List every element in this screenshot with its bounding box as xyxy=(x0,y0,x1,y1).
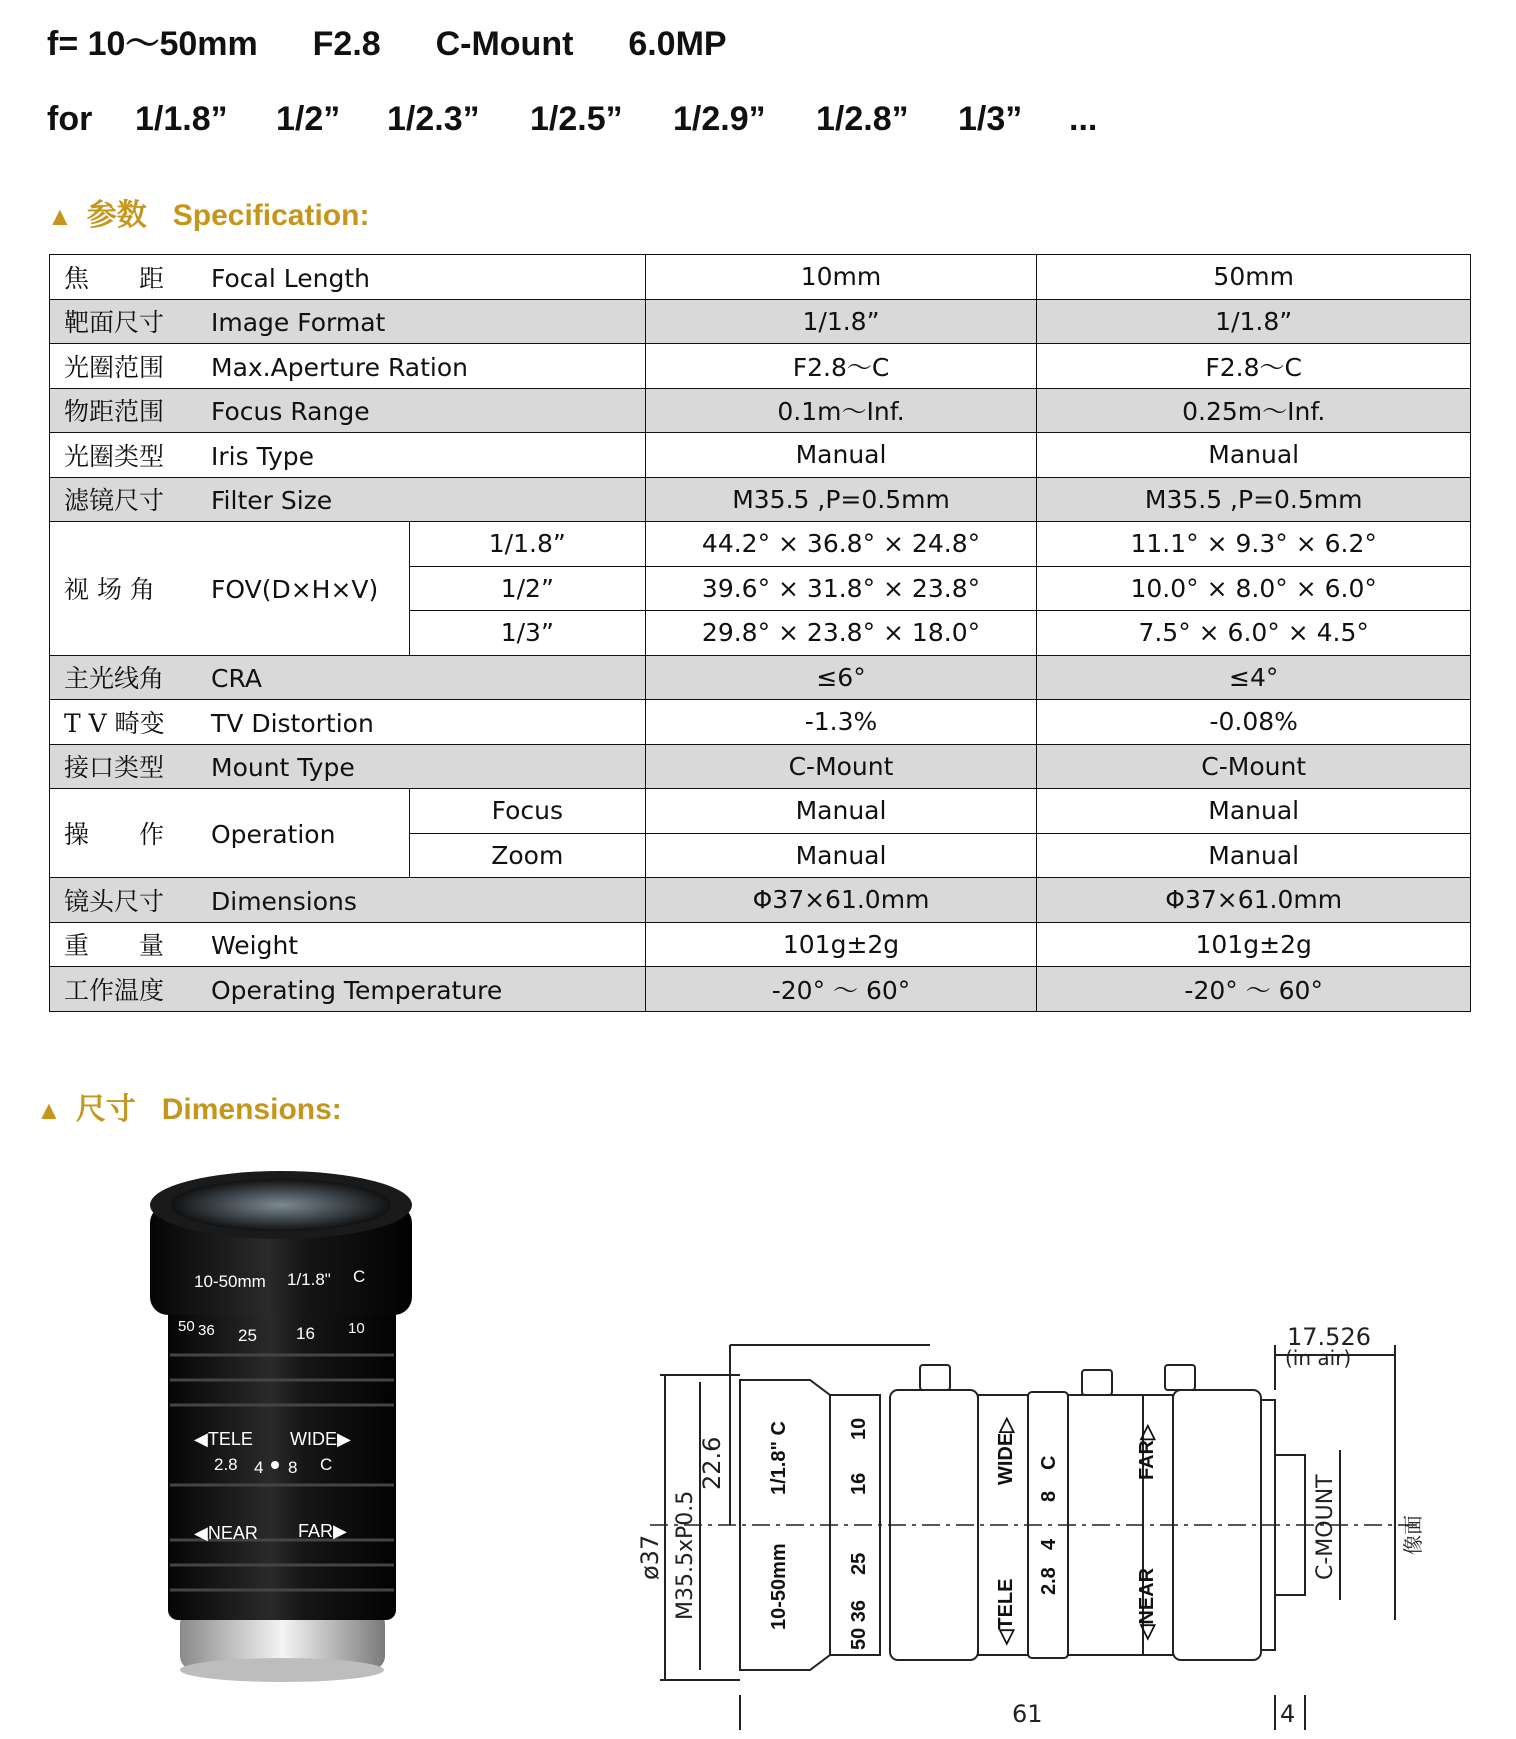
value-10mm: 1/1.8” xyxy=(645,299,1037,344)
photo-zoom-50: 50 xyxy=(178,1318,195,1335)
table-row xyxy=(50,878,1471,923)
dim-section-heading xyxy=(36,1084,342,1128)
headline-mount: C-Mount xyxy=(435,25,574,63)
value-50mm: 11.1° × 9.3° × 6.2° xyxy=(1037,522,1471,567)
value-10mm: F2.8～C xyxy=(645,344,1037,389)
drawing-dim-top-note: (in air) xyxy=(1285,1346,1352,1370)
drawing-iris-28: 2.8 xyxy=(1038,1567,1060,1595)
photo-zoom-25: 25 xyxy=(238,1326,257,1345)
front-glass-shape xyxy=(171,1179,391,1231)
format-item: 1/2.5” xyxy=(530,100,623,138)
value-50mm: Manual xyxy=(1037,789,1471,834)
fov-size: 1/2” xyxy=(409,566,645,611)
drawing-zoom-5036: 50 36 xyxy=(848,1599,870,1650)
table-row xyxy=(50,477,1471,522)
row-label: 操 作 Operation xyxy=(50,789,410,878)
table-row xyxy=(50,255,1471,300)
value-10mm: 39.6° × 31.8° × 23.8° xyxy=(645,566,1037,611)
value-10mm: C-Mount xyxy=(645,744,1037,789)
value-50mm: -0.08% xyxy=(1037,700,1471,745)
row-label: 接口类型 Mount Type xyxy=(50,744,646,789)
fov-size: 1/3” xyxy=(409,611,645,656)
drawing-zoom-16: 16 xyxy=(848,1472,870,1495)
value-50mm: 0.25m～Inf. xyxy=(1037,388,1471,433)
drawing-zoom-25: 25 xyxy=(848,1552,870,1575)
row-label: 视 场 角 FOV(D×H×V) xyxy=(50,522,410,656)
drawing-near: ◁NEAR xyxy=(1136,1567,1158,1640)
photo-c: C xyxy=(353,1267,366,1286)
photo-format: 1/1.8" xyxy=(287,1270,331,1289)
formats-for: for xyxy=(47,100,93,138)
value-50mm: Φ37×61.0mm xyxy=(1037,878,1471,923)
photo-zoom-16: 16 xyxy=(296,1324,315,1343)
row-label: 靶面尺寸 Image Format xyxy=(50,299,646,344)
photo-model: 10-50mm xyxy=(194,1272,266,1291)
photo-far: FAR▶ xyxy=(298,1521,347,1541)
drawing-dim-top: 17.526 xyxy=(1287,1323,1371,1351)
drawing-iris-c: C xyxy=(1038,1455,1060,1470)
table-row xyxy=(50,655,1471,700)
value-50mm: 50mm xyxy=(1037,255,1471,300)
drawing-dim-4: 4 xyxy=(1280,1700,1296,1728)
table-row xyxy=(50,433,1471,478)
value-50mm: Manual xyxy=(1037,433,1471,478)
table-row xyxy=(50,967,1471,1012)
headline-aperture: F2.8 xyxy=(312,25,381,63)
value-10mm: ≤6° xyxy=(645,655,1037,700)
spec-table xyxy=(49,254,1471,1012)
fov-size: 1/1.8” xyxy=(409,522,645,567)
drawing-dim-thread: M35.5xP0.5 xyxy=(673,1490,698,1620)
format-item: 1/3” xyxy=(958,100,1023,138)
table-row xyxy=(50,700,1471,745)
lens-technical-drawing xyxy=(620,1150,1490,1730)
triangle-icon: ▲ xyxy=(36,1095,62,1125)
lens-barrel-shape xyxy=(168,1305,396,1620)
photo-tele: ◀TELE xyxy=(194,1429,253,1449)
row-label: 工作温度 Operating Temperature xyxy=(50,967,646,1012)
row-label: 镜头尺寸 Dimensions xyxy=(50,878,646,923)
value-10mm: -20° ～ 60° xyxy=(645,967,1037,1012)
table-row xyxy=(50,922,1471,967)
photo-zoom-36: 36 xyxy=(198,1322,215,1339)
value-50mm: 7.5° × 6.0° × 4.5° xyxy=(1037,611,1471,656)
value-10mm: 10mm xyxy=(645,255,1037,300)
operation-sub: Zoom xyxy=(409,833,645,878)
headline-specs xyxy=(47,16,727,65)
photo-iris-c: C xyxy=(320,1455,333,1474)
table-row xyxy=(50,299,1471,344)
photo-near: ◀NEAR xyxy=(194,1523,258,1543)
row-label: 光圈类型 Iris Type xyxy=(50,433,646,478)
headline-focal: f= 10～50mm xyxy=(47,25,258,63)
value-10mm: Manual xyxy=(645,833,1037,878)
drawing-tele: ◁TELE xyxy=(995,1578,1017,1645)
drawing-mount-label: C-MOUNT xyxy=(1313,1474,1338,1580)
drawing-image-plane: 像面 xyxy=(1401,1515,1425,1555)
spec-section-en: Specification: xyxy=(172,199,370,232)
row-label: T V 畸变 TV Distortion xyxy=(50,700,646,745)
value-10mm: 0.1m～Inf. xyxy=(645,388,1037,433)
row-label: 物距范围 Focus Range xyxy=(50,388,646,433)
headline-resolution: 6.0MP xyxy=(628,25,727,63)
drawing-barrel-format: 1/1.8" C xyxy=(768,1421,790,1495)
table-row xyxy=(50,344,1471,389)
format-item: 1/2.9” xyxy=(673,100,766,138)
value-10mm: Manual xyxy=(645,433,1037,478)
format-ellipsis: ... xyxy=(1069,100,1098,138)
dim-section-en: Dimensions: xyxy=(161,1093,342,1126)
drawing-dim-22-6: 22.6 xyxy=(698,1436,726,1490)
value-50mm: ≤4° xyxy=(1037,655,1471,700)
photo-iris-4: 4 xyxy=(254,1458,264,1477)
value-10mm: Manual xyxy=(645,789,1037,834)
operation-sub: Focus xyxy=(409,789,645,834)
drawing-wide: WIDE▷ xyxy=(995,1417,1017,1485)
value-50mm: 10.0° × 8.0° × 6.0° xyxy=(1037,566,1471,611)
photo-iris-8: 8 xyxy=(288,1458,298,1477)
table-row xyxy=(50,744,1471,789)
value-10mm: 29.8° × 23.8° × 18.0° xyxy=(645,611,1037,656)
value-50mm: Manual xyxy=(1037,833,1471,878)
row-label: 焦 距 Focal Length xyxy=(50,255,646,300)
drawing-iris-8: 8 xyxy=(1038,1490,1060,1502)
value-50mm: F2.8～C xyxy=(1037,344,1471,389)
format-item: 1/2” xyxy=(276,100,341,138)
value-10mm: -1.3% xyxy=(645,700,1037,745)
table-row xyxy=(50,388,1471,433)
row-label: 主光线角 CRA xyxy=(50,655,646,700)
row-label: 滤镜尺寸 Filter Size xyxy=(50,477,646,522)
value-50mm: C-Mount xyxy=(1037,744,1471,789)
drawing-dim-61: 61 xyxy=(1012,1700,1043,1728)
value-50mm: -20° ～ 60° xyxy=(1037,967,1471,1012)
format-item: 1/1.8” xyxy=(135,100,228,138)
spec-section-cn: 参数 xyxy=(86,199,147,232)
value-10mm: M35.5 ,P=0.5mm xyxy=(645,477,1037,522)
photo-zoom-10: 10 xyxy=(348,1320,365,1337)
drawing-barrel-model: 10-50mm xyxy=(768,1543,790,1630)
format-item: 1/2.8” xyxy=(816,100,909,138)
drawing-far: FAR▷ xyxy=(1136,1424,1158,1480)
value-50mm: 101g±2g xyxy=(1037,922,1471,967)
value-10mm: 101g±2g xyxy=(645,922,1037,967)
lens-photo xyxy=(150,1165,440,1685)
row-label: 光圈范围 Max.Aperture Ration xyxy=(50,344,646,389)
triangle-icon: ▲ xyxy=(47,201,73,231)
format-item: 1/2.3” xyxy=(387,100,480,138)
value-50mm: 1/1.8” xyxy=(1037,299,1471,344)
table-row xyxy=(50,789,1471,834)
drawing-iris-4: 4 xyxy=(1038,1538,1060,1550)
value-50mm: M35.5 ,P=0.5mm xyxy=(1037,477,1471,522)
spec-section-heading xyxy=(47,190,369,234)
value-10mm: 44.2° × 36.8° × 24.8° xyxy=(645,522,1037,567)
dim-section-cn: 尺寸 xyxy=(75,1093,136,1126)
photo-iris-28: 2.8 xyxy=(214,1455,238,1474)
row-label: 重 量 Weight xyxy=(50,922,646,967)
drawing-dim-37: ø37 xyxy=(636,1534,664,1580)
drawing-zoom-10: 10 xyxy=(848,1417,870,1440)
value-10mm: Φ37×61.0mm xyxy=(645,878,1037,923)
photo-wide: WIDE▶ xyxy=(290,1429,351,1449)
table-row xyxy=(50,522,1471,567)
